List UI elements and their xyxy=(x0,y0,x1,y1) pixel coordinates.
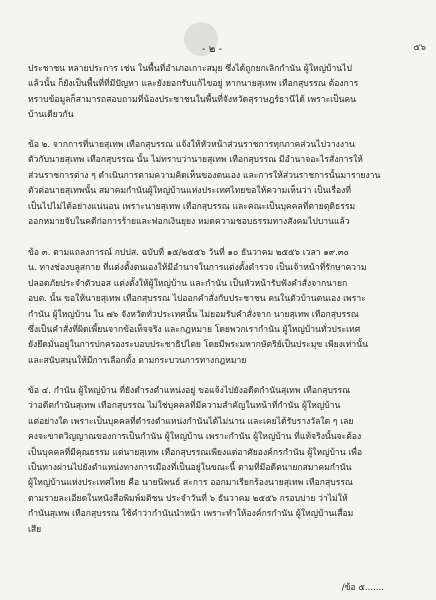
paragraph-item-2: ข้อ ๒. จากการที่นายสุเทพ เทือกสุบรรณ แจ้งให้หัวหน้าส่วนราชการทุกภาคส่วนไปวางงาน ตัวกับนายสุเทพ เทือกสุบรรณ นั้น ไม่ทราบว่านายสุเทพ เทือกสุบรรณ มีอำนาจอะไรสั่งการให้ ส่วนราชการต่าง ๆ ดำเนินการตามความคิดเห็นของตนเอง และการให้ส่วนราชการนั้นมารายงาน ตัวต่อนายสุเทพนั้น สมาคมกำนันผู้ใหญ่บ้านแห่งประเทศไทยขอให้ความเห็นว่า เป็นเรื่องที่ เป็นไปไม่ได้อย่างแน่นอน เพราะนายสุเทพ เทือกสุบรรณ และคณะเป็นบุคคลที่ตายตุติธรรม ออกหมายจับในคดีก่อการร้ายและฟอกเงินยุยง หมดความชอบธรรมทางสังคมไปบานแล้ว xyxy=(28,140,381,228)
paragraph-item-4: ข้อ ๔. กำนัน ผู้ใหญ่บ้าน ที่ยังดำรงตำแหน่งอยู่ ขอแจ้งไปยังอดีตกำนันสุเทพ เทือกสุบรรณ ว่าอดีตกำนันสุเทพ เทือกสุบรรณ ไม่ใช่บุคคลที่มีความสำคัญในหน้าที่กำนัน ผู้ใหญ่บ้าน แต่อย่างใด เพราะเป็นบุคคลที่ดำรงตำแหน่งกำนันได้ไม่นาน และเคยได้รับรางวัลใด ๆ เลย คงจะขาดวิญญาณของการเป็นกำนัน ผู้ใหญ่บ้าน เพราะกำนัน ผู้ใหญ่บ้าน ที่แท้จริงนั้นจะต้อง เป็นบุคคลที่มีคุณธรรม แต่นายสุเทพ เทือกสุบรรณเพียงแต่อาศัยองค์กรกำนัน ผู้ใหญ่บ้าน เพื่อ เป็นทางผ่านไปยังตำแหน่งทางการเมืองที่เป็นอยู่ในขณะนี้ ตามที่มีอดีตนายกสมาคมกำนัน ผู้ใหญ่บ้านแห่งประเทศไทย คือ นายนิพนธ์ สะการ ออกมาเรียกร้องนายสุเทพ เทือกสุบรรณ ตามรายละเอียดในหนังสือพิมพ์มติชน ประจำวันที่ ๖ ธันวาคม ๒๕๕๖ กรอบบ่าย ว่าไม่ให้ กำนันสุเทพ เทือกสุบรรณ ใช้คำว่ากำนันนำหน้า เพราะทำให้องค์กรกำนัน ผู้ใหญ่บ้านเสื่อม เสีย xyxy=(28,386,363,535)
paragraph-item-3: ข้อ ๓. ตามแถลงการณ์ กปปส. ฉบับที่ ๑๕/๒๕๕๖ วันที่ ๑๐ ธันวาคม ๒๕๕๖ เวลา ๑๙.๓๐ น. ทางช่องบลูสกาย ที่แต่งตั้งตนเองให้มีอำนาจในการแต่งตั้งตำรวจ เป็นเจ้าหน้าที่รักษาความ ปลอดภัยประจำตัวบอส แต่งตั้งให้ผู้ใหญ่บ้าน และกำนัน เป็นหัวหน้ารับฟังคำสั่งจากนายก อบต. นั้น ขอให้นายสุเทพ เทือกสุบรรณ ไปออกคำสั่งกับประชาชน คนในตัวบ้านตนเอง เพราะ กำนัน ผู้ใหญ่บ้าน ใน ๗๖ จังหวัดทั่วประเทศนั้น ไม่ยอมรับคำสั่งจาก นายสุเทพ เทือกสุบรรณ ซึ่งเป็นคำสั่งที่ผิดเพี้ยนจากข้อเท็จจริง และกฎหมาย โดยพวกเรากำนัน ผู้ใหญ่บ้านทั่วประเทศ ยังยึดมั่นอยู่ในการปกครองระบอบประชาธิปไตย โดยมีพระมหากษัตริย์เป็นประมุข เพียงเท่านั้น และสนับสนุนให้มีการเลือกตั้ง ตามกระบวนการทางกฎหมาย xyxy=(28,248,368,366)
corner-page-mark: ๕๖ xyxy=(413,43,426,53)
page-number: - ๒ - xyxy=(201,44,223,55)
paragraph-intro: ประชาชน หลายประการ เช่น ในพื้นที่อำเภอเกาะสมุย ซึ่งได้ถูกยกเลิกกำนัน ผู้ใหญ่บ้านไป แล้วนั้น ก็ยังเป็นพื้นที่ที่มีปัญหา และยังยอกรับแก้ไขอยู่ หากนายสุเทพ เทือกสุบรรณ ต้องการ ทราบข้อมูลก็สามารถสอบถามที่น้องประชาชนในพื้นที่จังหวัดสุราษฎร์ธานีได้ เพราะเป็นคน บ้านเดียวกัน xyxy=(28,64,359,121)
continuation-reference: /ข้อ ๕....... xyxy=(341,583,384,593)
